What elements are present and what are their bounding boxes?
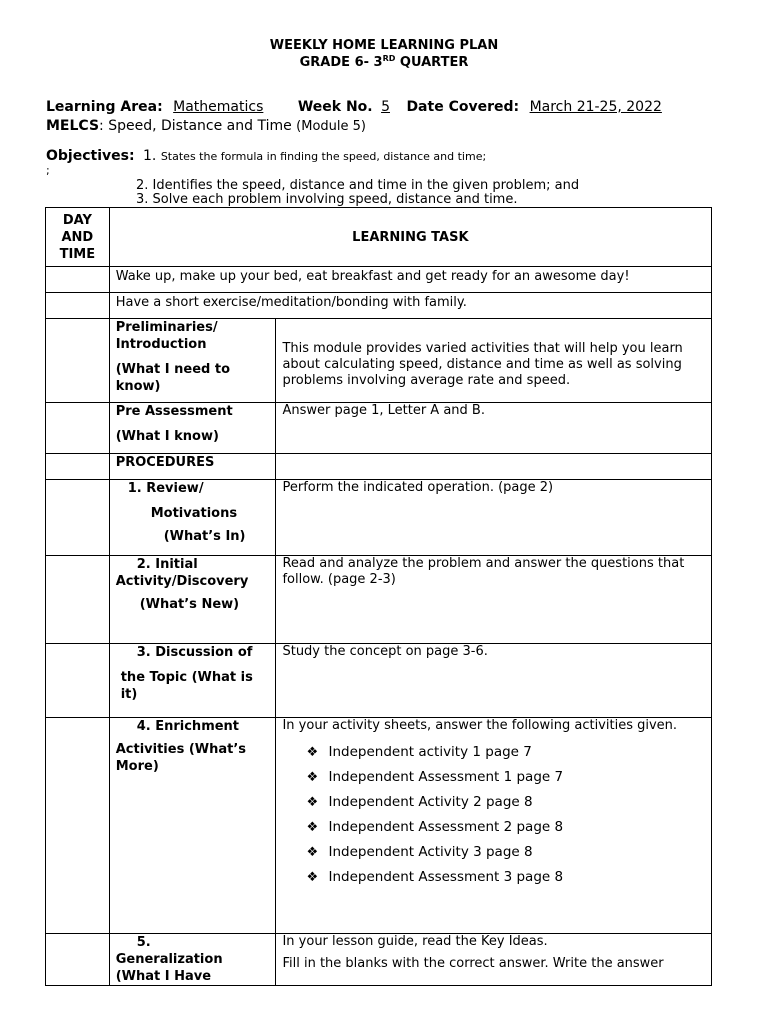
review-whats-in: (What’s In) [163, 529, 246, 544]
quarter-text: QUARTER [395, 55, 469, 70]
enrichment-instructions: In your activity sheets, answer the following activities given. [282, 718, 678, 733]
enrichment-activity-item [306, 765, 705, 790]
discussion-label [109, 644, 276, 718]
pre-assessment-subtitle: (What I know) [115, 429, 219, 444]
enrichment-activity-text: Independent activity 1 page 7 [328, 744, 532, 760]
review-title: 1. Review/ [127, 481, 204, 496]
exercise-task: Have a short exercise/meditation/bonding with family. [109, 293, 711, 319]
grade-text: GRADE 6- 3 [299, 55, 383, 70]
discussion-task: Study the concept on page 3-6. [276, 644, 712, 718]
generalization-title: Generalization (What I Have [115, 952, 223, 984]
learning-task-header: LEARNING TASK [109, 208, 711, 267]
day-cell [46, 403, 110, 454]
enrichment-activity-text: Independent Assessment 1 page 7 [328, 769, 564, 785]
enrichment-activity-text: Independent Assessment 2 page 8 [328, 819, 564, 835]
enrichment-activity-item [306, 790, 705, 815]
enrichment-activity-text: Independent Activity 3 page 8 [328, 844, 533, 860]
day-cell [46, 319, 110, 403]
preliminaries-title: Preliminaries/ Introduction [115, 320, 218, 352]
enrichment-activity-text: Independent Assessment 3 page 8 [328, 869, 564, 885]
objectives-stray-mark: ; [46, 164, 50, 177]
table-row [46, 454, 712, 480]
preliminaries-label [109, 319, 276, 403]
grade-quarter [0, 54, 768, 70]
learning-area-value: Mathematics [173, 99, 264, 115]
enrichment-activity-list [282, 740, 705, 890]
day-cell [46, 934, 110, 986]
objectives-label: Objectives: [46, 148, 135, 164]
discussion-subtitle: the Topic (What is it) [120, 670, 253, 702]
initial-activity-title: 2. Initial [136, 557, 198, 572]
objective-1-text: States the formula in finding the speed, distance and time; [160, 150, 487, 163]
review-label [109, 480, 276, 556]
generalization-line-1: In your lesson guide, read the Key Ideas. [282, 934, 548, 949]
enrichment-task [276, 718, 712, 934]
learning-area-line [46, 99, 662, 115]
table-header-row [46, 208, 712, 267]
table-row [46, 934, 712, 986]
table-row [46, 267, 712, 293]
objective-1-number: 1. [143, 148, 157, 164]
preliminaries-task: This module provides varied activities that will help you learn about calculating speed, distance and time as well as solving problems involving average rate and speed. [276, 319, 712, 403]
day-cell [46, 556, 110, 644]
table-row [46, 319, 712, 403]
melcs-label: MELCS [46, 118, 100, 134]
pre-assessment-label [109, 403, 276, 454]
initial-activity-task: Read and analyze the problem and answer the questions that follow. (page 2-3) [276, 556, 712, 644]
learning-plan-table [45, 207, 712, 986]
day-cell [46, 480, 110, 556]
melcs-module: (Module 5) [296, 119, 366, 134]
melcs-value: : Speed, Distance and Time [99, 118, 292, 134]
table-row [46, 644, 712, 718]
melcs-line [46, 118, 366, 134]
procedures-task-cell [276, 454, 712, 480]
table-row [46, 718, 712, 934]
grade-ordinal-sup: RD [382, 54, 396, 63]
learning-area-label: Learning Area: [46, 99, 163, 115]
plan-title: WEEKLY HOME LEARNING PLAN [269, 38, 499, 53]
diamond-bullet-icon: ❖ [306, 870, 319, 885]
enrichment-title: 4. Enrichment [136, 719, 240, 734]
day-cell [46, 644, 110, 718]
diamond-bullet-icon: ❖ [306, 845, 319, 860]
preliminaries-subtitle: (What I need to know) [115, 362, 230, 394]
generalization-label [109, 934, 276, 986]
generalization-number: 5. [136, 935, 151, 950]
pre-assessment-task: Answer page 1, Letter A and B. [276, 403, 712, 454]
day-cell [46, 718, 110, 934]
table-row [46, 480, 712, 556]
day-cell [46, 267, 110, 293]
enrichment-activity-text: Independent Activity 2 page 8 [328, 794, 533, 810]
day-cell [46, 454, 110, 480]
diamond-bullet-icon: ❖ [306, 795, 319, 810]
initial-activity-label [109, 556, 276, 644]
generalization-line-2: Fill in the blanks with the correct answer. Write the answer [282, 956, 664, 971]
enrichment-label [109, 718, 276, 934]
objectives-line-1 [46, 148, 486, 164]
initial-activity-whats-new: (What’s New) [139, 597, 240, 612]
initial-activity-discovery: Activity/Discovery [115, 574, 249, 589]
enrichment-activity-item [306, 840, 705, 865]
table-row [46, 556, 712, 644]
enrichment-activity-item [306, 740, 705, 765]
table-row [46, 403, 712, 454]
wake-up-task: Wake up, make up your bed, eat breakfast and get ready for an awesome day! [109, 267, 711, 293]
diamond-bullet-icon: ❖ [306, 745, 319, 760]
enrichment-activity-item [306, 815, 705, 840]
diamond-bullet-icon: ❖ [306, 770, 319, 785]
day-and-time-header: DAY AND TIME [46, 208, 110, 267]
day-cell [46, 293, 110, 319]
diamond-bullet-icon: ❖ [306, 820, 319, 835]
enrichment-activity-item [306, 865, 705, 890]
week-value: 5 [381, 99, 390, 115]
procedures-label: PROCEDURES [109, 454, 276, 480]
pre-assessment-title: Pre Assessment [115, 404, 233, 419]
enrichment-subtitle: Activities (What’s More) [115, 742, 247, 774]
review-subtitle: Motivations [150, 506, 238, 521]
discussion-title: 3. Discussion of [136, 645, 253, 660]
objective-3: 3. Solve each problem involving speed, distance and time. [136, 192, 518, 207]
date-covered-label: Date Covered: [406, 99, 520, 115]
objective-2: 2. Identifies the speed, distance and time in the given problem; and [136, 178, 580, 193]
date-covered-value: March 21-25, 2022 [529, 99, 662, 115]
review-task: Perform the indicated operation. (page 2) [276, 480, 712, 556]
week-label: Week No. [297, 99, 373, 115]
generalization-task [276, 934, 712, 986]
table-row [46, 293, 712, 319]
